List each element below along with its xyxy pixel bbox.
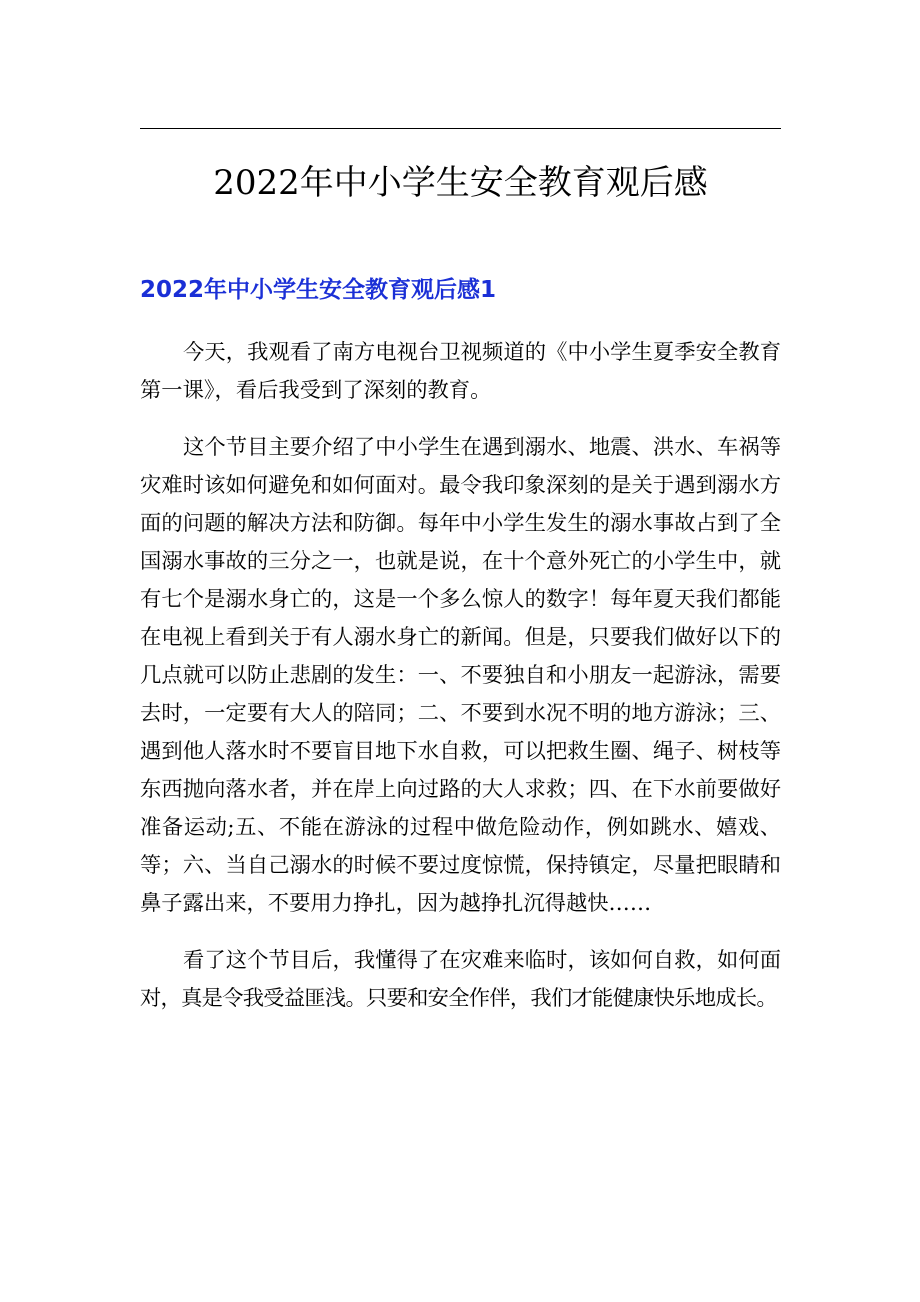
text-line: 准备运动;五、不能在游泳的过程中做危险动作，例如跳水、嬉戏、 (140, 815, 781, 840)
paragraph-2 (140, 429, 781, 923)
text-line: 面的问题的解决方法和防御。每年中小学生发生的溺水事故占到了全 (140, 511, 781, 536)
paragraph-3 (140, 942, 781, 1018)
document-title: 2022年中小学生安全教育观后感 (213, 163, 708, 203)
text-line: 鼻子露出来，不要用力挣扎，因为越挣扎沉得越快…… (140, 891, 652, 916)
text-line: 去时，一定要有大人的陪同；二、不要到水况不明的地方游泳；三、 (140, 701, 781, 726)
text-line: 遇到他人落水时不要盲目地下水自救，可以把救生圈、绳子、树枝等 (140, 739, 781, 764)
text-line: 等；六、当自己溺水的时候不要过度惊慌，保持镇定，尽量把眼睛和 (140, 853, 781, 878)
paragraph-1 (140, 334, 781, 410)
text-line: 在电视上看到关于有人溺水身亡的新闻。但是，只要我们做好以下的 (140, 625, 781, 650)
text-line: 灾难时该如何避免和如何面对。最令我印象深刻的是关于遇到溺水方 (140, 473, 781, 498)
text-line: 有七个是溺水身亡的，这是一个多么惊人的数字！每年夏天我们都能 (140, 587, 781, 612)
text-line: 第一课》，看后我受到了深刻的教育。 (140, 378, 492, 403)
section-heading: 2022年中小学生安全教育观后感1 (140, 277, 497, 303)
document-body (140, 334, 781, 1037)
text-line: 几点就可以防止悲剧的发生：一、不要独自和小朋友一起游泳，需要 (140, 663, 781, 688)
text-line: 这个节目主要介绍了中小学生在遇到溺水、地震、洪水、车祸等 (183, 435, 781, 460)
header-rule (140, 128, 781, 129)
text-line: 国溺水事故的三分之一，也就是说，在十个意外死亡的小学生中，就 (140, 549, 781, 574)
text-line: 今天，我观看了南方电视台卫视频道的《中小学生夏季安全教育 (183, 340, 781, 365)
text-line: 东西抛向落水者，并在岸上向过路的大人求救；四、在下水前要做好 (140, 777, 781, 802)
text-line: 对，真是令我受益匪浅。只要和安全作伴，我们才能健康快乐地成长。 (140, 986, 777, 1011)
text-line: 看了这个节目后，我懂得了在灾难来临时，该如何自救，如何面 (183, 948, 781, 973)
